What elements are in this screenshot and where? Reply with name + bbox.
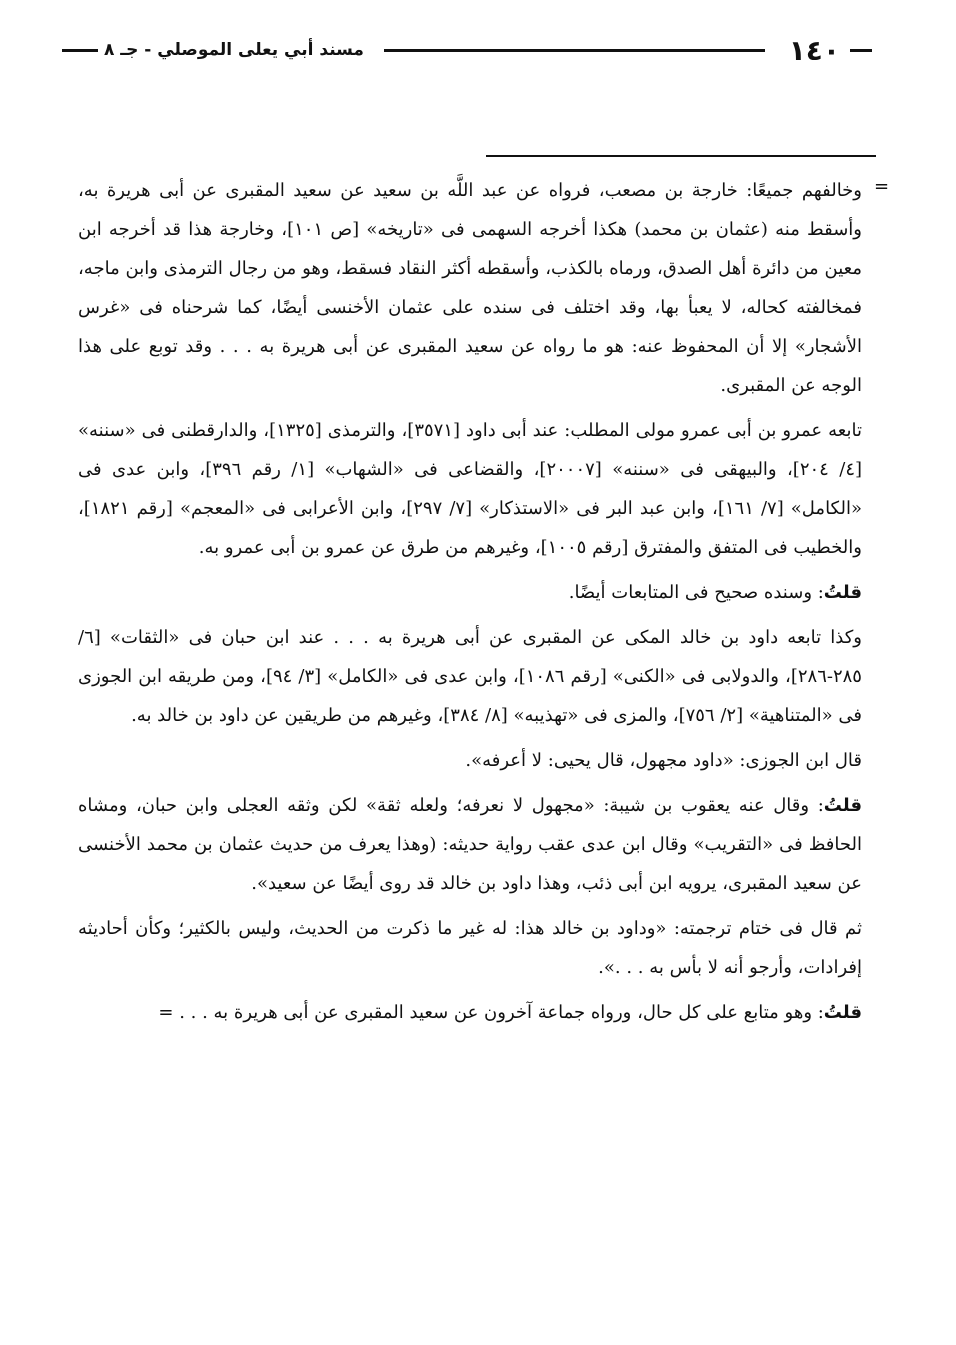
paragraph xyxy=(78,786,862,903)
paragraph xyxy=(78,741,862,780)
qultu-label: قلتُ xyxy=(823,795,862,816)
paragraph-text: : وهو متابع على كل حال، ورواه جماعة آخرون عن سعيد المقبرى عن أبى هريرة به . . . xyxy=(179,1002,824,1023)
running-title: مسند أبي يعلى الموصلي - جـ ٨ xyxy=(104,40,364,60)
end-mark: = xyxy=(158,1002,174,1023)
paragraph-text: : وقال عنه يعقوب بن شيبة: «مجهول لا نعرفه؛ ولعله ثقة» لكن وثقه العجلى وابن حبان، ومشاه الحافظ فى «التقريب» وقال ابن عدى عقب رواية حديثه: (وهذا يعرف من حديث عثمان بن محمد الأخنسى عن سعيد المقبرى، يرويه ابن أبى ذئب، وهذا داود بن خالد قد روى أيضًا عن سعيد». xyxy=(78,795,862,894)
page-number: ١٤٠ xyxy=(788,33,840,67)
paragraph xyxy=(78,993,862,1032)
paragraph xyxy=(78,411,862,567)
paragraph-text: تابعه عمرو بن أبى عمرو مولى المطلب: عند أبى داود [٣٥٧١]، والترمذى [١٣٢٥]، والدارقطنى فى «سننه» [٤/ ٢٠٤]، والبيهقى فى «سننه» [٢٠٠٠٧]، والقضاعى فى «الشهاب» [١/ رقم ٣٩٦]، وابن عدى فى «الكامل» [٧/ ١٦١]، وابن عبد البر فى «الاستذكار» [٧/ ٢٩٧]، وابن الأعرابى فى «المعجم» [رقم ١٨٢١]، والخطيب فى المتفق والمفترق [رقم ١٠٠٥]، وغيرهم من طرق عن عمرو بن أبى عمرو به. xyxy=(78,420,863,558)
paragraph xyxy=(78,573,862,612)
header-dash xyxy=(850,49,872,52)
qultu-label: قلتُ xyxy=(823,582,862,603)
paragraph xyxy=(78,618,862,735)
continuation-mark: = xyxy=(874,176,890,197)
qultu-label: قلتُ xyxy=(823,1002,862,1023)
paragraph-text: قال ابن الجوزى: «داود مجهول، قال يحيى: لا أعرفه». xyxy=(465,750,862,771)
paragraph-text: : وسنده صحيح فى المتابعات أيضًا. xyxy=(568,582,824,603)
footnote-body xyxy=(78,171,862,1038)
paragraph-text: وكذا تابعه داود بن خالد المكى عن المقبرى عن أبى هريرة به . . . عند ابن حبان فى «الثقات» [٦/ ٢٨٥-٢٨٦]، والدولابى فى «الكنى» [رقم ١٠٨٦]، وابن عدى فى «الكامل» [٣/ ٩٤]، ومن طريقه ابن الجوزى فى «المتناهية» [٢/ ٧٥٦]، والمزى فى «تهذيبه» [٨/ ٣٨٤]، وغيرهم من طريقين عن داود بن خالد به. xyxy=(78,627,863,726)
paragraph-text: ثم قال فى ختام ترجمته: «وداود بن خالد هذا: له غير ما ذكرت من الحديث، وليس بالكثير؛ وكأن أحاديثه إفرادات، وأرجو أنه لا بأس به . . .». xyxy=(78,918,862,978)
paragraph xyxy=(78,909,862,987)
paragraph-text: وخالفهم جميعًا: خارجة بن مصعب، فرواه عن عبد اللَّه بن سعيد عن سعيد المقبرى عن أبى هريرة به، وأسقط منه (عثمان بن محمد) هكذا أخرجه السهمى فى «تاريخه» [ص ١٠١]، وخارجة هذا قد أخرجه ابن معين من دائرة أهل الصدق، ورماه بالكذب، وأسقطه أكثر النقاد فسقط، وهو من رجال الترمذى وابن ماجه، فمخالفته كحاله، لا يعبأ بها، وقد اختلف فى سنده على عثمان الأخنسى أيضًا، كما شرحناه فى «غرس الأشجار» إلا أن المحفوظ عنه: هو ما رواه عن سعيد المقبرى عن أبى هريرة به . . . وقد توبع على هذا الوجه عن المقبرى. xyxy=(78,180,862,396)
paragraph xyxy=(78,171,862,405)
footnote-separator xyxy=(486,155,876,157)
running-header xyxy=(62,28,872,72)
header-rule xyxy=(384,49,765,52)
header-dash xyxy=(62,49,98,52)
